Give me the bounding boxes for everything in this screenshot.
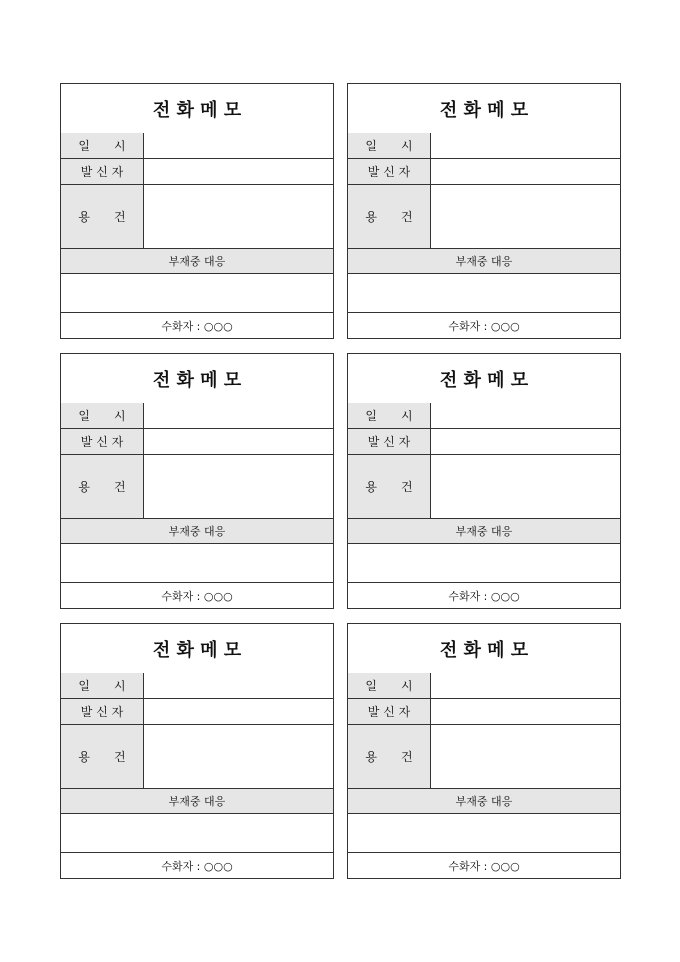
receiver-line: 수화자 : ○○○	[448, 859, 520, 873]
memo-title: 전 화 메 모	[61, 624, 333, 674]
caller-field[interactable]	[431, 159, 620, 185]
subject-field[interactable]	[431, 185, 620, 249]
date-time-label: 일 시	[61, 133, 144, 159]
receiver-line: 수화자 : ○○○	[448, 589, 520, 603]
date-time-label: 일 시	[348, 133, 431, 159]
subject-field[interactable]	[144, 725, 333, 789]
absent-response-field[interactable]	[348, 814, 620, 853]
caller-field[interactable]	[431, 699, 620, 725]
absent-response-field[interactable]	[348, 274, 620, 313]
phone-memo-card	[60, 353, 334, 609]
absent-response-header: 부재중 대응	[348, 249, 620, 274]
subject-field[interactable]	[144, 185, 333, 249]
memo-title: 전 화 메 모	[348, 354, 620, 404]
memo-title: 전 화 메 모	[348, 84, 620, 134]
date-time-label: 일 시	[348, 673, 431, 699]
subject-field[interactable]	[431, 455, 620, 519]
caller-label: 발 신 자	[348, 699, 431, 725]
date-time-field[interactable]	[431, 133, 620, 159]
absent-response-field[interactable]	[61, 274, 333, 313]
subject-field[interactable]	[144, 455, 333, 519]
phone-memo-card	[347, 83, 621, 339]
caller-label: 발 신 자	[348, 159, 431, 185]
memo-title: 전 화 메 모	[348, 624, 620, 674]
date-time-field[interactable]	[144, 403, 333, 429]
receiver-line: 수화자 : ○○○	[448, 319, 520, 333]
subject-label: 용 건	[61, 185, 144, 249]
date-time-label: 일 시	[348, 403, 431, 429]
subject-label: 용 건	[348, 725, 431, 789]
subject-field[interactable]	[431, 725, 620, 789]
date-time-label: 일 시	[61, 673, 144, 699]
caller-field[interactable]	[144, 429, 333, 455]
absent-response-header: 부재중 대응	[348, 519, 620, 544]
phone-memo-card	[347, 353, 621, 609]
caller-field[interactable]	[144, 699, 333, 725]
date-time-field[interactable]	[144, 673, 333, 699]
absent-response-header: 부재중 대응	[348, 789, 620, 814]
phone-memo-card	[60, 83, 334, 339]
phone-memo-card	[60, 623, 334, 879]
memo-title: 전 화 메 모	[61, 354, 333, 404]
receiver-line: 수화자 : ○○○	[161, 319, 233, 333]
absent-response-field[interactable]	[61, 544, 333, 583]
date-time-label: 일 시	[61, 403, 144, 429]
absent-response-field[interactable]	[61, 814, 333, 853]
subject-label: 용 건	[61, 455, 144, 519]
receiver-line: 수화자 : ○○○	[161, 589, 233, 603]
caller-label: 발 신 자	[348, 429, 431, 455]
absent-response-field[interactable]	[348, 544, 620, 583]
phone-memo-card	[347, 623, 621, 879]
receiver-line: 수화자 : ○○○	[161, 859, 233, 873]
date-time-field[interactable]	[431, 403, 620, 429]
subject-label: 용 건	[61, 725, 144, 789]
absent-response-header: 부재중 대응	[61, 519, 333, 544]
caller-field[interactable]	[144, 159, 333, 185]
caller-label: 발 신 자	[61, 159, 144, 185]
caller-label: 발 신 자	[61, 699, 144, 725]
subject-label: 용 건	[348, 185, 431, 249]
subject-label: 용 건	[348, 455, 431, 519]
absent-response-header: 부재중 대응	[61, 789, 333, 814]
caller-label: 발 신 자	[61, 429, 144, 455]
memo-title: 전 화 메 모	[61, 84, 333, 134]
date-time-field[interactable]	[431, 673, 620, 699]
date-time-field[interactable]	[144, 133, 333, 159]
caller-field[interactable]	[431, 429, 620, 455]
absent-response-header: 부재중 대응	[61, 249, 333, 274]
